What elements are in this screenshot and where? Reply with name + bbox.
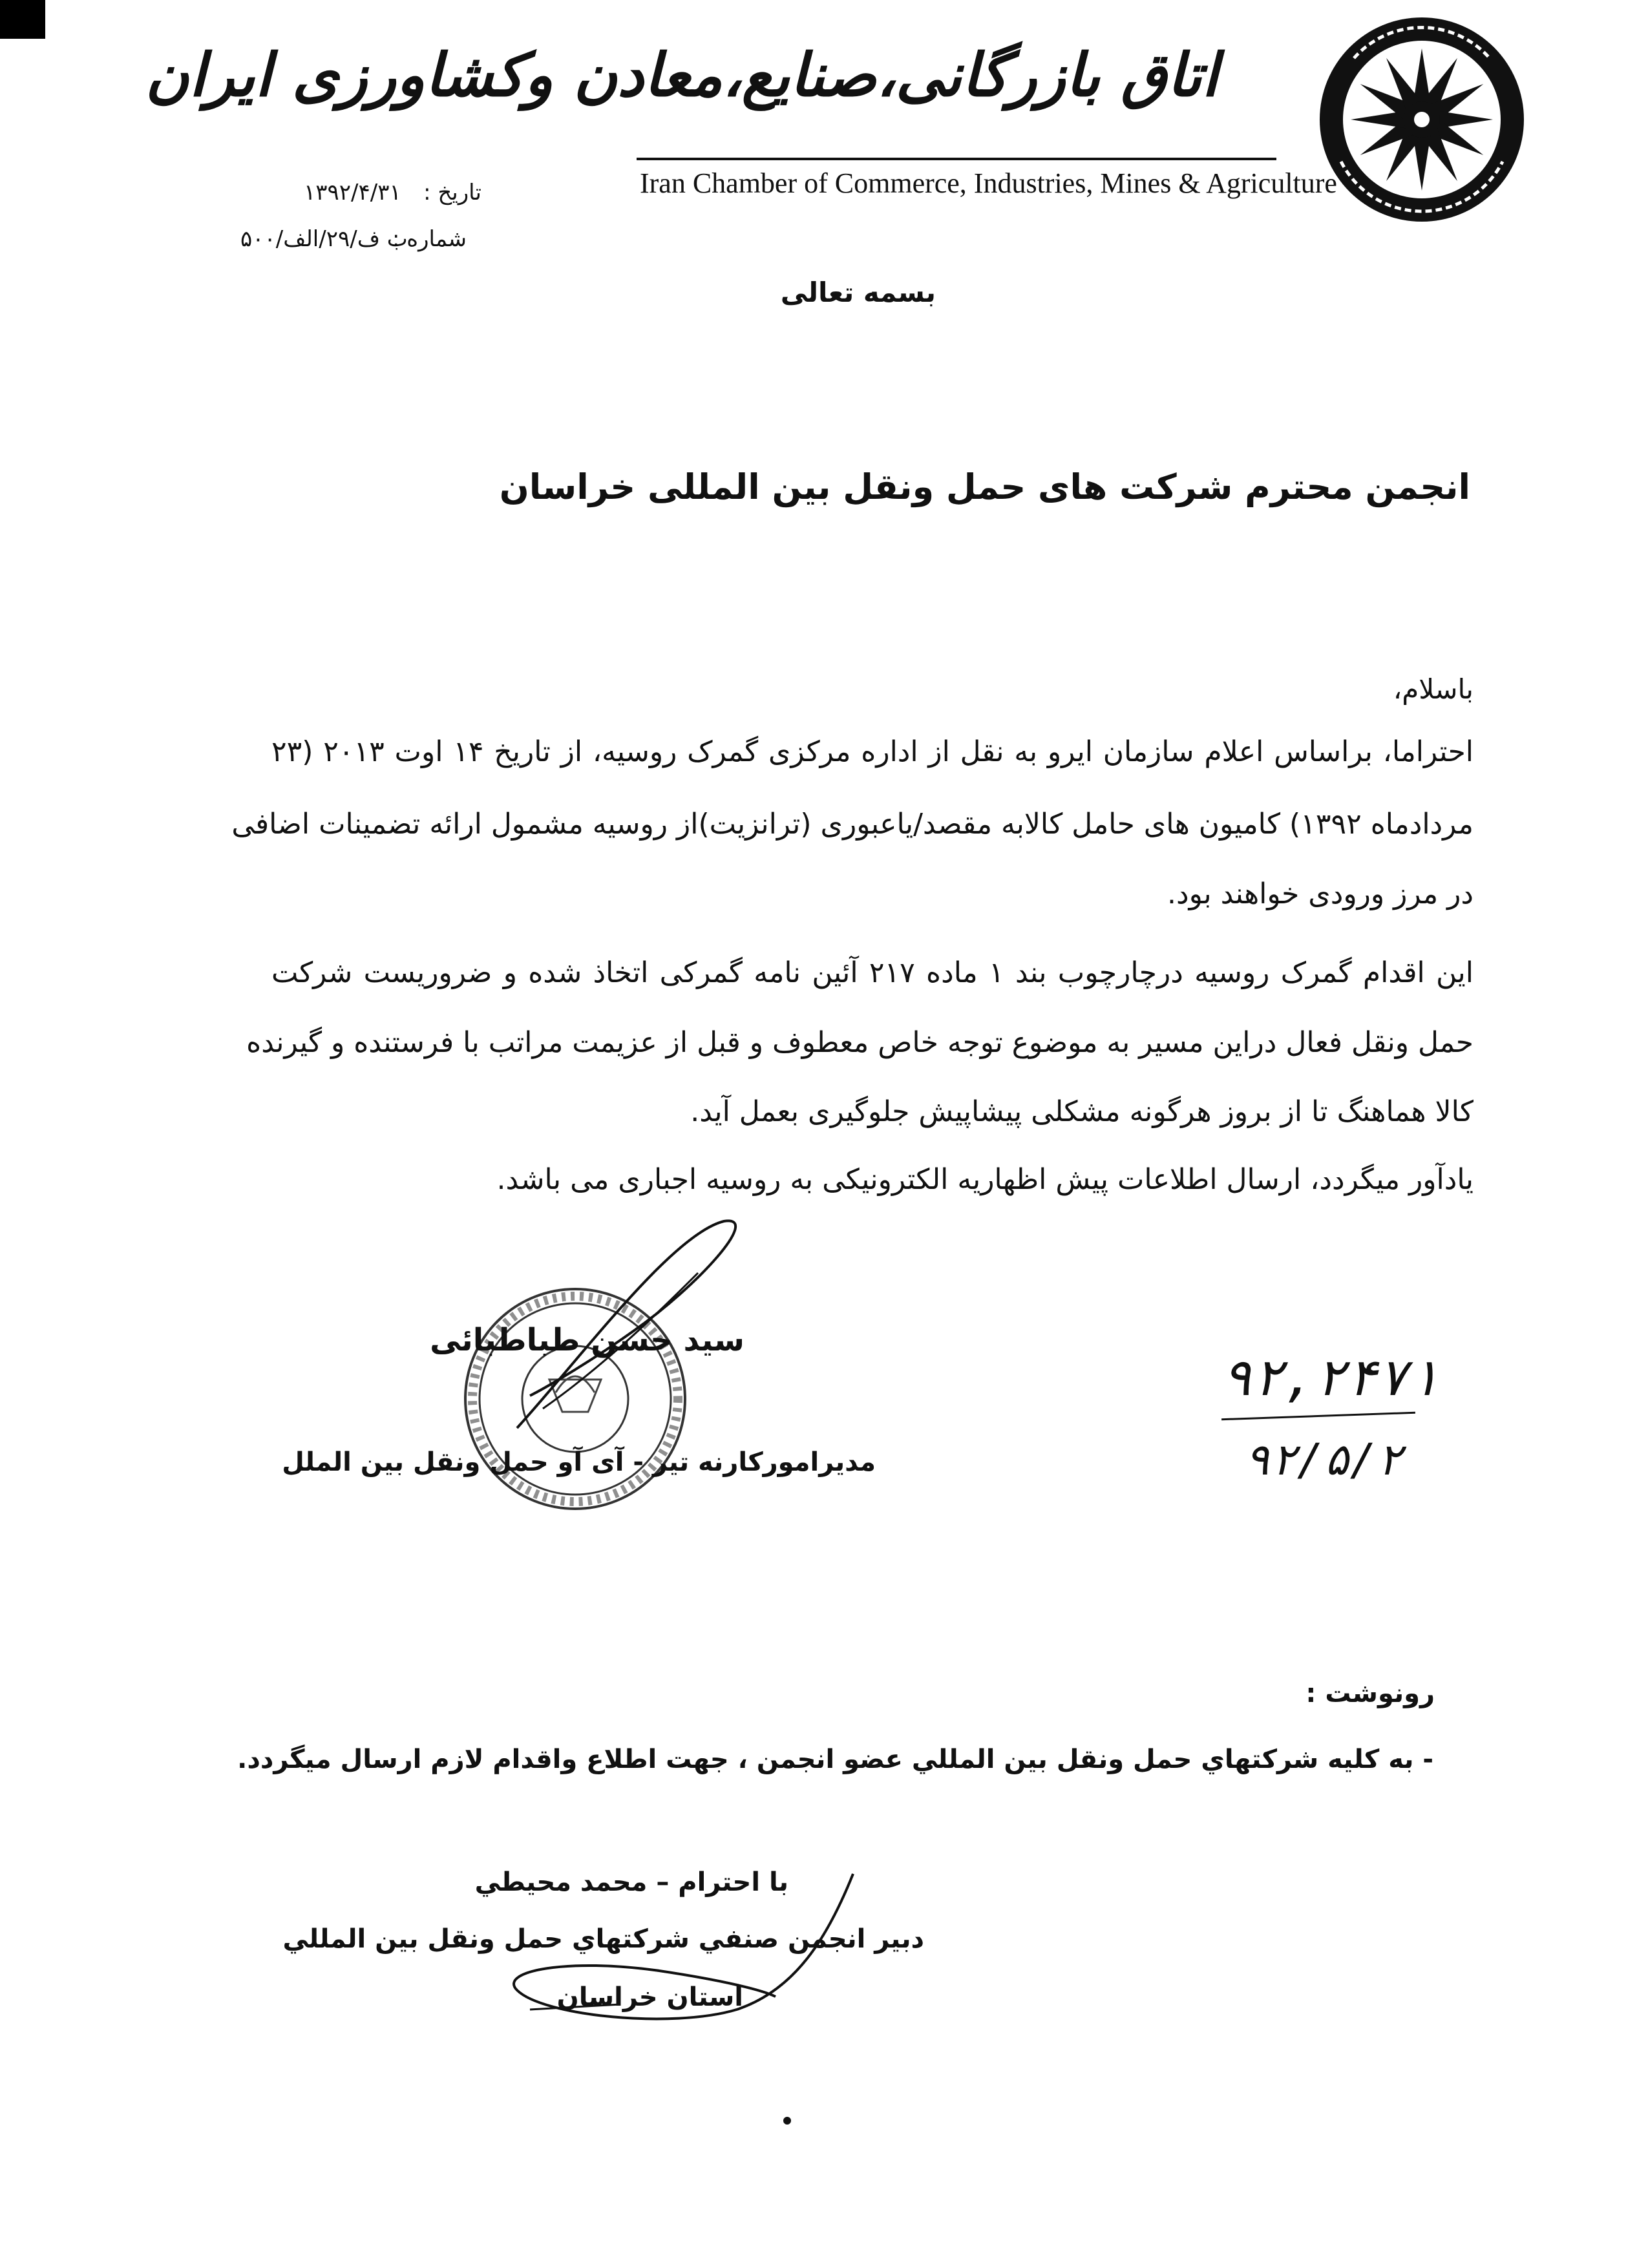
signatory-name: سید حسن طباطبائی [430, 1322, 745, 1358]
handwritten-registration-date: ۹۲/۵/۲ [1244, 1434, 1403, 1486]
greeting-line: باسلام، [1393, 673, 1474, 705]
handwritten-rule [1221, 1412, 1415, 1420]
body-line: احتراما، براساس اعلام سازمان ایرو به نقل از اداره مرکزی گمرک روسیه، از تاریخ ۱۴ اوت ۲۰۱۳ (۲۳ [271, 735, 1474, 768]
cc-text: - به كليه شركتهاي حمل ونقل بين المللي عضو انجمن ، جهت اطلاع واقدام لازم ارسال ميگردد. [237, 1745, 1433, 1774]
header-rule [637, 158, 1276, 160]
org-name-persian: اتاق بازرگانی،صنایع،معادن وکشاورزی ایران [145, 40, 1218, 110]
date-value: ۱۳۹۲/۴/۳۱ [304, 180, 401, 205]
chamber-logo-emblem [1315, 13, 1528, 226]
body-line: کالا هماهنگ تا از بروز هرگونه مشکلی پیشاپیش جلوگیری بعمل آید. [690, 1095, 1474, 1128]
body-line: در مرز ورودی خواهند بود. [1167, 877, 1474, 910]
body-line: یادآور میگردد، ارسال اطلاعات پیش اظهاریه الکترونیکی به روسیه اجباری می باشد. [496, 1163, 1474, 1196]
number-value: ۵۰۰/ب ف/۲۹/الف [240, 226, 408, 252]
closing-regards: با احترام – محمد محيطي [474, 1867, 788, 1897]
cc-label: رونوشت : [1305, 1679, 1435, 1708]
bismillah-heading: بسمه تعالی [780, 277, 936, 308]
body-line: مردادماه ۱۳۹۲) کامیون های حامل کالابه مقصد/یاعبوری (ترانزیت)از روسیه مشمول ارائه تضمینات اضافی [231, 808, 1474, 841]
province-line: استان خراسان [556, 1982, 743, 2012]
scan-corner-mark [0, 0, 45, 39]
secretary-signature [491, 1861, 879, 2055]
scan-speck [781, 2114, 794, 2127]
signatory-title: مدیرامورکارنه تیر - آی آو حمل ونقل بین الملل [282, 1447, 876, 1477]
number-label: شماره : [392, 226, 467, 252]
org-name-english: Iran Chamber of Commerce, Industries, Mines & Agriculture [640, 167, 1337, 199]
handwritten-registration-number: ۹۲,۲۴۷۱ [1221, 1347, 1440, 1407]
date-label: تاریخ : [423, 180, 481, 205]
addressee-line: انجمن محترم شرکت های حمل ونقل بین المللی خراسان [499, 467, 1470, 507]
body-line: حمل ونقل فعال دراین مسیر به موضوع توجه خاص معطوف و قبل از عزیمت مراتب با فرستنده و گیرنده [246, 1026, 1474, 1059]
secretary-title: دبير انجمن صنفي شركتهاي حمل ونقل بين المللي [282, 1924, 924, 1954]
body-line: این اقدام گمرک روسیه درچارچوب بند ۱ ماده ۲۱۷ آئین نامه گمرکی اتخاذ شده و ضروریست شرکت [271, 956, 1474, 989]
